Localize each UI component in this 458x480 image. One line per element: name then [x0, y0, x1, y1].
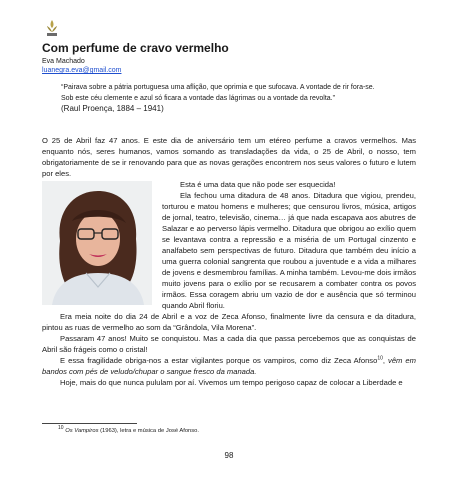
paragraph-5 [42, 333, 416, 355]
paragraph-3-text: Ela fechou uma ditadura de 48 anos. Ditadura que vigiou, prendeu, torturou e matou homens e mulheres; que censurou livros, música, artigos de jornal, teatro, televisão, cinema… já que nada escapava aos abutres de Salazar e ao perverso lápis vermelho. Ditadura que obrigou ao exílio quem se levantava contra a repressão e a miséria de um Portugal cinzento e analfabeto sem perspectivas de futuro. Ditadura que também deu início a uma guerra colonial sangrenta que roubou a juventude e a vida a milhares de jovens e desmembrou famílias. A minha também. Levou-me dois irmãos muito jovens para o exílio por se recusarem a combater contra os povos irmãos. Essa coragem abriu um vazio de dor e ausência que só terminou quando Abril floriu. [162, 191, 416, 310]
author-photo [42, 181, 152, 305]
paragraph-6-separator: , [382, 356, 389, 365]
footnote-divider [42, 423, 137, 424]
paragraph-1 [42, 135, 416, 179]
paragraph-4 [42, 311, 416, 333]
epigraph-source: (Raul Proença, 1884 – 1941) [61, 104, 164, 113]
footnote-title: Os Vampiros [65, 428, 99, 434]
paragraph-5-text: Passaram 47 anos! Muito se conquistou. Mas a cada dia que passa percebemos que as conquistas de Abril são frágeis como o cristal! [42, 334, 416, 354]
page-number: 98 [224, 451, 234, 460]
epigraph [61, 83, 375, 115]
article-body [42, 135, 416, 388]
epigraph-line-1: “Pairava sobre a pátria portuguesa uma aflição, que oprimia e que sufocava. A vontade de rir fora-se. [61, 84, 375, 91]
paragraph-6-italic-quote: vêm em bandos com pés de veludo/chupar o sangue fresco da manada. [42, 356, 416, 376]
footnote-number: 10 [58, 425, 64, 432]
paragraph-6-text: E essa fragilidade obriga-nos a estar vigilantes porque os vampiros, como diz Zeca Afonso [60, 356, 378, 365]
paragraph-6 [42, 355, 416, 377]
footnote-reference[interactable]: 10 [377, 355, 383, 362]
paragraph-2-text: Esta é uma data que não pode ser esquecida! [180, 180, 336, 189]
article-title: Com perfume de cravo vermelho [42, 41, 229, 55]
paragraph-4-text: Era meia noite do dia 24 de Abril e a voz de Zeca Afonso, finalmente livre da censura e da ditadura, pintou as ruas de vermelho ao som da “Grândola, Vila Morena”. [42, 312, 416, 332]
footnote-text: (1963), letra e música de José Afonso. [98, 428, 200, 434]
paragraph-7-text: Hoje, mais do que nunca pululam por aí. Vivemos um tempo perigoso capaz de colocar a Liberdade e [60, 378, 403, 387]
paragraph-1-text: O 25 de Abril faz 47 anos. E este dia de aniversário tem um etéreo perfume a cravos vermelhos. Mas enquanto nós, seres humanos, vamos somando as transladações da vida, o 25 de Abril, o nosso, tem obrigatoriamente de se ir renovando para que as novas gerações encontrem nos seus valores o futuro e lutem por eles. [42, 136, 416, 178]
author-email-link[interactable]: luanegra.eva@gmail.com [42, 67, 122, 74]
footnote [58, 425, 200, 434]
author-name: Eva Machado [42, 58, 85, 65]
publication-logo-icon [44, 18, 60, 38]
paragraph-7 [42, 377, 416, 388]
epigraph-line-2: Sob este céu clemente e azul só ficara a vontade das lágrimas ou a vontade da revolta.” [61, 94, 335, 102]
